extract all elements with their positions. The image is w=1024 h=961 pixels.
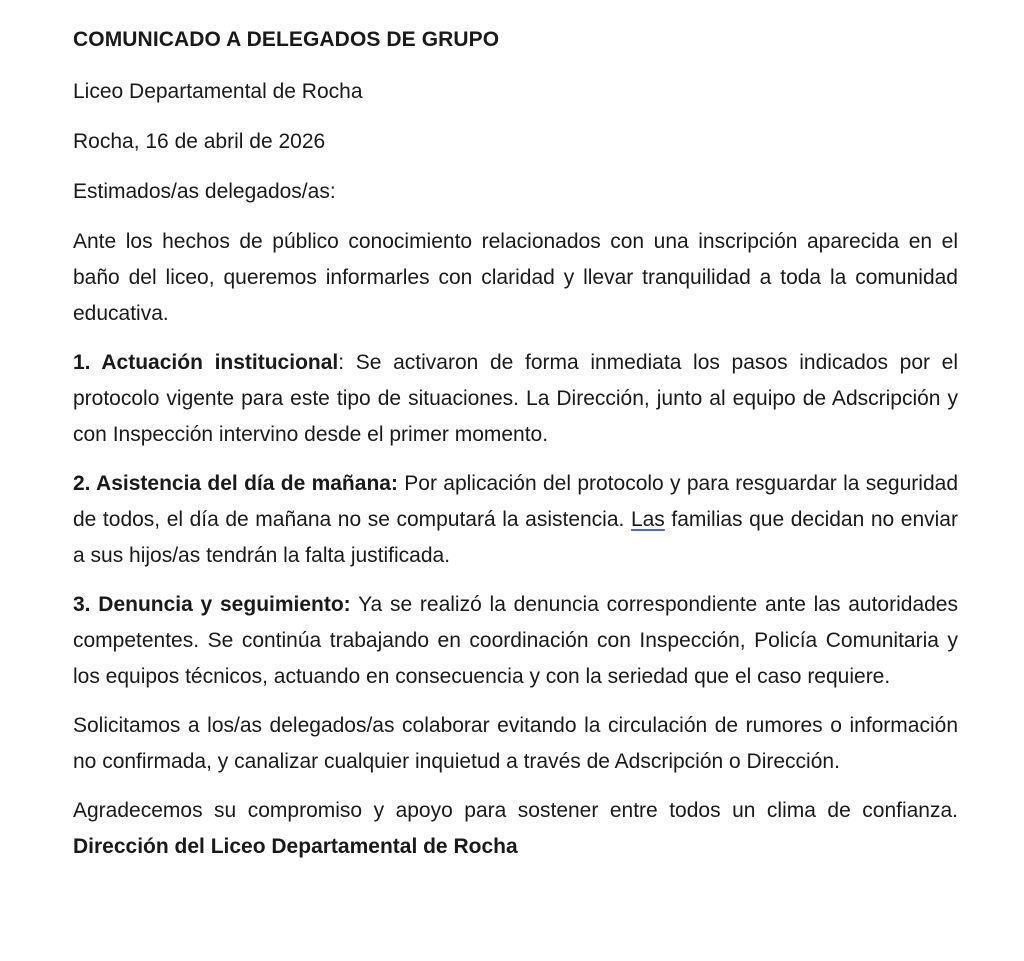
point-3-paragraph [73,587,958,695]
point-3-text: Ya se realizó la denuncia correspondiente ante las autoridades competentes. Se continúa trabajando en coordinación con Inspección, Policía Comunitaria y los equipos técnicos, actuando en consecuencia y con la seriedad que el caso requiere. [73,593,958,688]
signature: Dirección del Liceo Departamental de Rocha [73,835,518,858]
point-2-underlined-word: Las [630,508,665,531]
point-2-text: Por aplicación del protocolo y para resguardar la seguridad de todos, el día de mañana no se computará la asistencia. [73,472,958,531]
institution-name: Liceo Departamental de Rocha [73,80,363,103]
request-paragraph: Solicitamos a los/as delegados/as colaborar evitando la circulación de rumores o información no confirmada, y canalizar cualquier inquietud a través de Adscripción o Dirección. [73,714,958,773]
point-1-text: : Se activaron de forma inmediata los pasos indicados por el protocolo vigente para este tipo de situaciones. La Dirección, junto al equipo de Adscripción y con Inspección intervino desde el primer momento. [73,351,958,446]
point-1-paragraph [73,345,958,453]
closing-paragraph [73,793,958,865]
document-title: COMUNICADO A DELEGADOS DE GRUPO [73,28,500,51]
point-2-heading: 2. Asistencia del día de mañana: [73,472,398,495]
greeting: Estimados/as delegados/as: [73,180,336,203]
closing-text: Agradecemos su compromiso y apoyo para sostener entre todos un clima de confianza. [73,799,958,822]
intro-paragraph: Ante los hechos de público conocimiento relacionados con una inscripción aparecida en el baño del liceo, queremos informarles con claridad y llevar tranquilidad a toda la comunidad educativa. [73,230,958,325]
point-1-heading: 1. Actuación institucional [73,351,339,374]
document-date: Rocha, 16 de abril de 2026 [73,130,326,153]
point-3-heading: 3. Denuncia y seguimiento: [73,593,351,616]
point-2-text-after: familias que decidan no enviar a sus hijos/as tendrán la falta justificada. [73,508,958,567]
document-page [73,24,958,878]
point-2-paragraph [73,466,958,574]
